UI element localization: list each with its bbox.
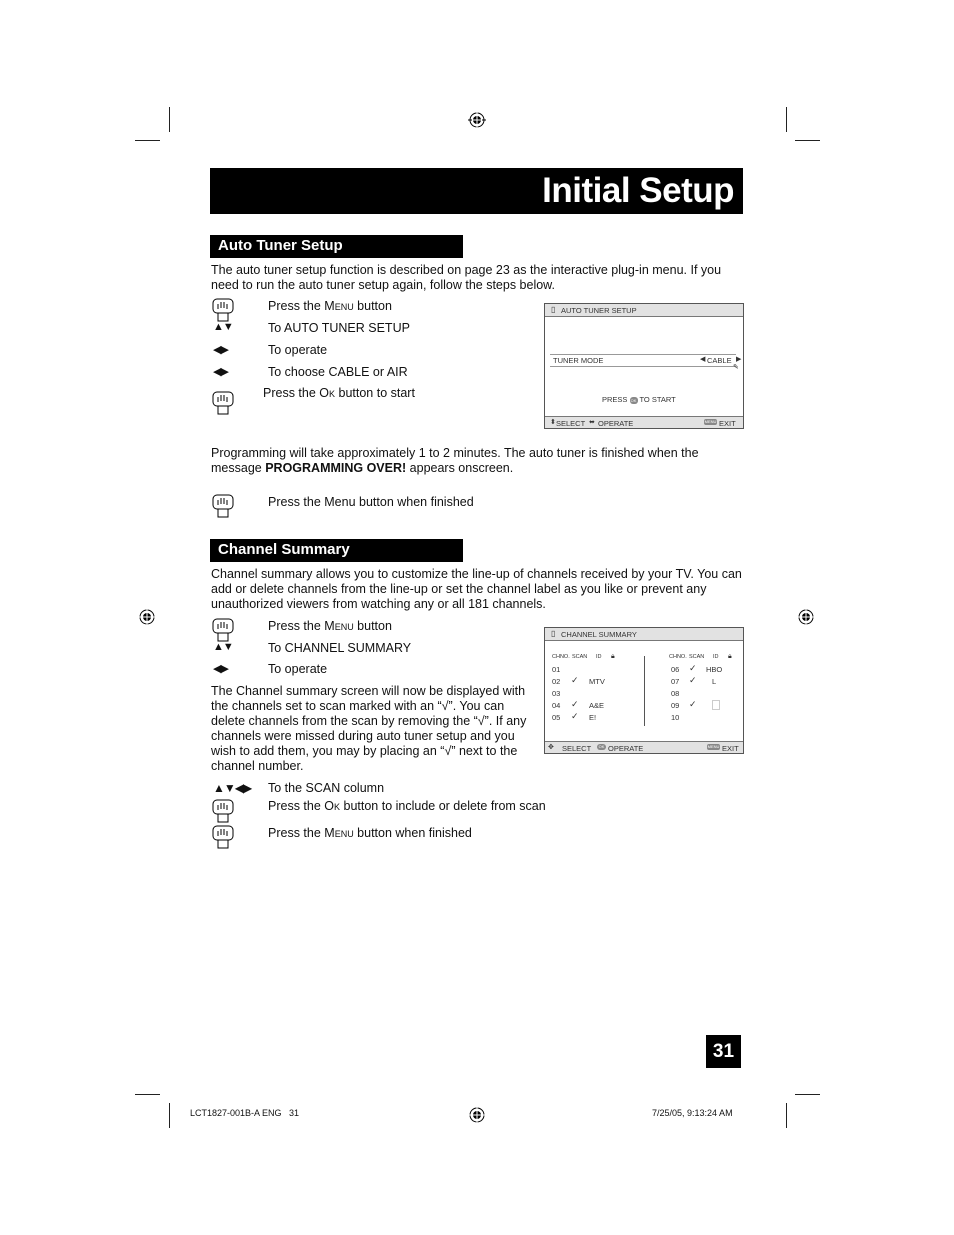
osd-column-divider <box>644 656 645 726</box>
registration-mark-icon <box>468 1106 486 1124</box>
registration-mark-icon <box>468 111 486 129</box>
left-right-arrows-icon: ◀▶ <box>213 366 228 378</box>
programming-time-text: Programming will take approximately 1 to 2 minutes. The auto tuner is finished when the message PROGRAMMING OVER! appears onscreen. <box>211 446 699 475</box>
page-title-bar <box>210 168 743 214</box>
check-mark-icon: ✓ <box>689 699 697 709</box>
menu-button-icon: MENU <box>704 419 717 424</box>
step-press-menu-finished: Press the Menu button when finished <box>268 826 472 840</box>
osd-footer: ⬍ SELECT ⬌ OPERATE MENU EXIT <box>545 416 743 428</box>
remote-button-icon <box>212 825 234 849</box>
osd-header <box>545 304 743 317</box>
step-to-auto-tuner: To AUTO TUNER SETUP <box>268 321 410 335</box>
registration-mark-icon <box>797 608 815 626</box>
cursor-icon: ✎ <box>733 364 739 371</box>
crop-mark <box>786 1103 787 1128</box>
remote-button-icon <box>212 799 234 823</box>
check-mark-icon: ✓ <box>571 699 579 709</box>
channel-summary-intro: Channel summary allows you to customize the line-up of channels received by your TV. You can add or delete channels from the line-up or set the channel label as you like or prevent any unauthorized viewers from watching any or all 181 channels. <box>211 567 742 611</box>
section-heading-channel-summary <box>210 539 463 562</box>
osd-col-headers-right: CHNO. SCAN ID 🔒︎ <box>669 653 732 660</box>
right-arrow-icon: ▶ <box>736 356 742 363</box>
tv-icon: ▯ <box>551 629 556 638</box>
auto-tuner-osd-screen <box>544 303 744 429</box>
crop-mark <box>135 1094 160 1095</box>
left-arrow-icon: ◀ <box>700 356 706 363</box>
step-to-operate: To operate <box>268 343 328 357</box>
menu-button-icon: MENU <box>707 744 720 749</box>
auto-tuner-intro: The auto tuner setup function is described on page 23 as the interactive plug-in menu. If you need to run the auto tuner setup again, follow the steps below. <box>211 263 722 292</box>
up-down-icon: ⬍ <box>550 419 556 426</box>
lock-icon: 🔒︎ <box>728 653 732 660</box>
remote-button-icon <box>212 494 234 518</box>
left-right-icon: ⬌ <box>589 419 595 426</box>
left-right-arrows-icon: ◀▶ <box>213 344 228 356</box>
crop-mark <box>135 140 160 141</box>
check-mark-icon: ✓ <box>571 711 579 721</box>
osd-footer: ✥ SELECT OK OPERATE MENU EXIT <box>545 741 743 753</box>
ok-button-icon: OK <box>598 744 605 749</box>
osd-title: AUTO TUNER SETUP <box>561 306 637 315</box>
tv-icon: ▯ <box>551 305 556 314</box>
footer-file-info: LCT1827-001B-A ENG 31 <box>190 1108 300 1118</box>
section-heading-text: Auto Tuner Setup <box>218 237 343 254</box>
left-right-arrows-icon: ◀▶ <box>213 663 228 675</box>
crop-mark <box>169 1103 170 1128</box>
crop-mark <box>786 107 787 132</box>
crop-mark <box>795 1094 820 1095</box>
ok-button-icon: OK <box>630 397 637 403</box>
channel-summary-body: The Channel summary screen will now be displayed with the channels set to scan marked with an “√”. You can delete channels from the scan by removing the “√”. If any channels were missed during auto tuner setup and you wish to add them, you may by placing an “√” next to the channel number. <box>211 684 527 773</box>
up-down-arrows-icon: ▲▼ <box>213 641 233 653</box>
step-press-ok-scan: Press the Ok button to include or delete from scan <box>268 799 546 813</box>
remote-button-icon <box>212 298 234 322</box>
page-title: Initial Setup <box>542 171 734 210</box>
page-number: 31 <box>706 1035 741 1068</box>
section-heading-text: Channel Summary <box>218 541 350 558</box>
channel-summary-osd-screen: ▯ CHANNEL SUMMARY CHNO. SCAN ID 🔒︎ CHNO. SCAN ID 🔒︎ 01 02 ✓ MTV 03 04 ✓ A&E 05 ✓ E! 06 ✓ HBO 07 ✓ L 08 09 ✓ 10 ✥ SELECT OK OPERATE MENU EXIT <box>544 627 744 754</box>
osd-header <box>545 628 743 641</box>
footer-timestamp: 7/25/05, 9:13:24 AM <box>652 1108 733 1118</box>
check-mark-icon: ✓ <box>689 663 697 673</box>
crop-mark <box>795 140 820 141</box>
id-edit-cursor[interactable] <box>712 700 720 710</box>
check-mark-icon: ✓ <box>571 675 579 685</box>
step-press-menu-finished: Press the Menu button when finished <box>268 495 474 509</box>
remote-button-icon <box>212 618 234 642</box>
step-press-menu: Press the Menu button <box>268 619 392 633</box>
osd-title: CHANNEL SUMMARY <box>561 630 637 639</box>
section-heading-auto-tuner <box>210 235 463 258</box>
osd-col-headers-left: CHNO. SCAN ID 🔒︎ <box>552 653 615 660</box>
osd-tuner-mode-row: TUNER MODE ◀ CABLE ▶ <box>550 354 736 367</box>
step-to-operate: To operate <box>268 662 328 676</box>
lock-icon: 🔒︎ <box>611 653 615 660</box>
registration-mark-icon <box>138 608 156 626</box>
step-choose-cable-air: To choose CABLE or AIR <box>268 365 408 379</box>
step-to-channel-summary: To CHANNEL SUMMARY <box>268 641 412 655</box>
step-to-scan-column: To the SCAN column <box>268 781 385 795</box>
step-press-ok-start: Press the Ok button to start <box>263 386 415 400</box>
osd-press-ok-line: PRESS OK TO START <box>602 395 676 404</box>
crop-mark <box>169 107 170 132</box>
remote-button-icon <box>212 391 234 415</box>
check-mark-icon: ✓ <box>689 675 697 685</box>
four-direction-arrows-icon: ▲▼◀▶ <box>213 781 252 795</box>
four-way-arrow-icon: ✥ <box>548 744 554 751</box>
up-down-arrows-icon: ▲▼ <box>213 321 233 333</box>
step-press-menu: Press the Menu button <box>268 299 392 313</box>
